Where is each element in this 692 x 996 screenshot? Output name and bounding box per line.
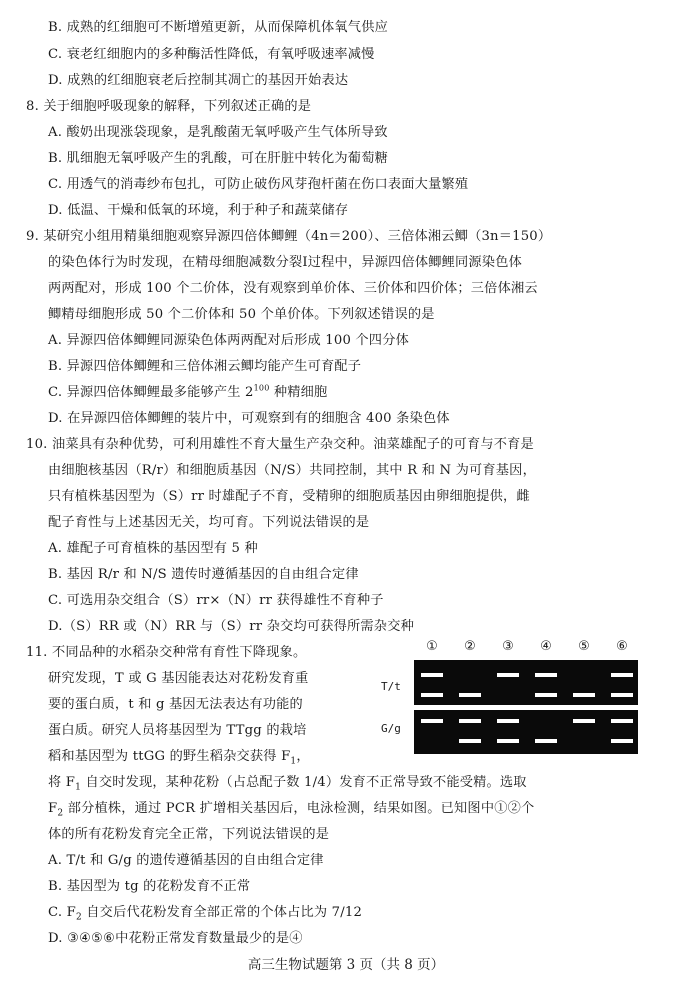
q8-option-d: D. 低温、干燥和低氧的环境，利于种子和蔬菜储存 [48, 203, 349, 218]
row-label-tt: T/t [381, 680, 401, 693]
q11-stem-line-7 [48, 801, 534, 817]
band-gg-lane3-upper [497, 719, 519, 723]
band-gg-lane6-lower [611, 739, 633, 743]
q10-stem-line-2: 由细胞核基因（R/r）和细胞质基因（N/S）共同控制，其中 R 和 N 为可育基因， [48, 463, 536, 478]
q9-option-c-exponent: 100 [253, 383, 270, 393]
q11-stem-line-1: 11. 不同品种的水稻杂交种常有育性下降现象。 [26, 645, 307, 660]
q10-option-d: D.（S）RR 或（N）RR 与（S）rr 杂交均可获得所需杂交种 [48, 619, 414, 634]
q11-option-c-tail: 自交后代花粉发育全部正常的个体占比为 7/12 [81, 905, 363, 920]
q11-stem-line-2: 研究发现，T 或 G 基因能表达对花粉发育重 [48, 671, 309, 686]
lane-label-6: ⑥ [616, 639, 628, 654]
q8-option-a: A. 酸奶出现涨袋现象，是乳酸菌无氧呼吸产生气体所导致 [48, 125, 388, 140]
band-tt-lane6-upper [611, 673, 633, 677]
q11-stem-line-7-tail: 部分植株，通过 PCR 扩增相关基因后，电泳检测，结果如图。已知图中①②个 [63, 801, 535, 816]
q10-stem-line-3: 只有植株基因型为（S）rr 时雄配子不育，受精卵的细胞质基因由卵细胞提供，雌 [48, 489, 530, 504]
q9-option-b: B. 异源四倍体鲫鲤和三倍体湘云鲫均能产生可育配子 [48, 359, 362, 374]
q8-stem: 8. 关于细胞呼吸现象的解释，下列叙述正确的是 [26, 99, 312, 114]
q8-option-b: B. 肌细胞无氧呼吸产生的乳酸，可在肝脏中转化为葡萄糖 [48, 151, 388, 166]
band-gg-lane6-upper [611, 719, 633, 723]
band-tt-lane4-lower [535, 693, 557, 697]
gel-electrophoresis-figure [378, 638, 640, 756]
page-footer: 高三生物试题第 3 页（共 8 页） [247, 957, 445, 973]
q9-stem-line-4: 鲫精母细胞形成 50 个二价体和 50 个单价体。下列叙述错误的是 [48, 307, 435, 322]
q11-option-c [48, 905, 362, 921]
band-gg-lane4-lower [535, 739, 557, 743]
band-tt-lane2-lower [459, 693, 481, 697]
q11-option-c-subscript: 2 [75, 912, 82, 923]
band-tt-lane1-upper [421, 673, 443, 677]
q10-option-c: C. 可选用杂交组合（S）rr×（N）rr 获得雄性不育种子 [48, 593, 384, 608]
band-gg-lane3-lower [497, 739, 519, 743]
q7-option-d: D. 成熟的红细胞衰老后控制其凋亡的基因开始表达 [48, 73, 349, 88]
q11-stem-line-4: 蛋白质。研究人员将基因型为 TTgg 的栽培 [48, 723, 307, 738]
band-gg-lane2-upper [459, 719, 481, 723]
band-tt-lane5-lower [573, 693, 595, 697]
q11-stem-line-6 [48, 775, 527, 791]
q9-option-d: D. 在异源四倍体鲫鲤的装片中，可观察到有的细胞含 400 条染色体 [48, 411, 450, 426]
q11-option-a: A. T/t 和 G/g 的遗传遵循基因的自由组合定律 [48, 853, 324, 868]
q10-stem-line-4: 配子育性与上述基因无关，均可育。下列说法错误的是 [48, 515, 370, 530]
q11-stem-line-3: 要的蛋白质，t 和 g 基因无法表达有功能的 [48, 697, 303, 712]
q9-stem-line-2: 的染色体行为时发现，在精母细胞减数分裂Ⅰ过程中，异源四倍体鲫鲤同源染色体 [48, 255, 522, 270]
q11-stem-line-7-subscript: 2 [57, 808, 64, 819]
band-gg-lane5-upper [573, 719, 595, 723]
q11-stem-line-6-subscript: 1 [75, 782, 82, 793]
q11-stem-line-8: 体的所有花粉发育完全正常，下列说法错误的是 [48, 827, 330, 842]
q9-option-c-tail: 种精细胞 [269, 385, 328, 400]
q11-stem-line-7-text: F [48, 801, 58, 816]
band-gg-lane2-lower [459, 739, 481, 743]
q8-option-c: C. 用透气的消毒纱布包扎，可防止破伤风芽孢杆菌在伤口表面大量繁殖 [48, 177, 469, 192]
q9-stem-line-1: 9. 某研究小组用精巢细胞观察异源四倍体鲫鲤（4n＝200）、三倍体湘云鲫（3n＝150） [26, 229, 552, 244]
q7-option-b: B. 成熟的红细胞可不断增殖更新，从而保障机体氧气供应 [48, 20, 388, 35]
q11-stem-line-6-text: 将 F [48, 775, 76, 790]
lane-label-5: ⑤ [578, 639, 590, 654]
q11-stem-line-5-text: 稻和基因型为 ttGG 的野生稻杂交获得 F [48, 749, 291, 764]
row-label-gg: G/g [381, 722, 401, 735]
q11-option-d: D. ③④⑤⑥中花粉正常发育数量最少的是④ [48, 931, 303, 946]
band-gg-lane1-upper [421, 719, 443, 723]
band-tt-lane3-upper [497, 673, 519, 677]
band-tt-lane6-lower [611, 693, 633, 697]
gel-panel-tt [414, 660, 638, 705]
lane-label-2: ② [464, 639, 476, 654]
q9-option-c [48, 385, 327, 401]
q11-stem-line-5-tail: ， [296, 749, 310, 764]
lane-label-4: ④ [540, 639, 552, 654]
q10-stem-line-1: 10. 油菜具有杂种优势，可利用雄性不育大量生产杂交种。油菜雄配子的可育与不育是 [26, 437, 534, 452]
band-tt-lane1-lower [421, 693, 443, 697]
lane-label-3: ③ [502, 639, 514, 654]
q11-option-b: B. 基因型为 tg 的花粉发育不正常 [48, 879, 251, 894]
q11-option-c-text: C. F [48, 905, 76, 920]
lane-label-1: ① [426, 639, 438, 654]
q9-stem-line-3: 两两配对，形成 100 个二价体，没有观察到单价体、三价体和四价体；三倍体湘云 [48, 281, 538, 296]
q9-option-a: A. 异源四倍体鲫鲤同源染色体两两配对后形成 100 个四分体 [48, 333, 409, 348]
q7-option-c: C. 衰老红细胞内的多种酶活性降低，有氧呼吸速率减慢 [48, 47, 375, 62]
gel-panel-gg [414, 710, 638, 754]
band-tt-lane4-upper [535, 673, 557, 677]
q11-stem-line-6-tail: 自交时发现，某种花粉（占总配子数 1/4）发育不正常导致不能受精。选取 [81, 775, 527, 790]
q10-option-a: A. 雄配子可育植株的基因型有 5 种 [48, 541, 258, 556]
q9-option-c-text: C. 异源四倍体鲫鲤最多能够产生 2 [48, 385, 254, 400]
q10-option-b: B. 基因 R/r 和 N/S 遗传时遵循基因的自由组合定律 [48, 567, 359, 582]
q11-stem-line-5-subscript: 1 [290, 756, 297, 767]
q11-stem-line-5 [48, 749, 310, 765]
